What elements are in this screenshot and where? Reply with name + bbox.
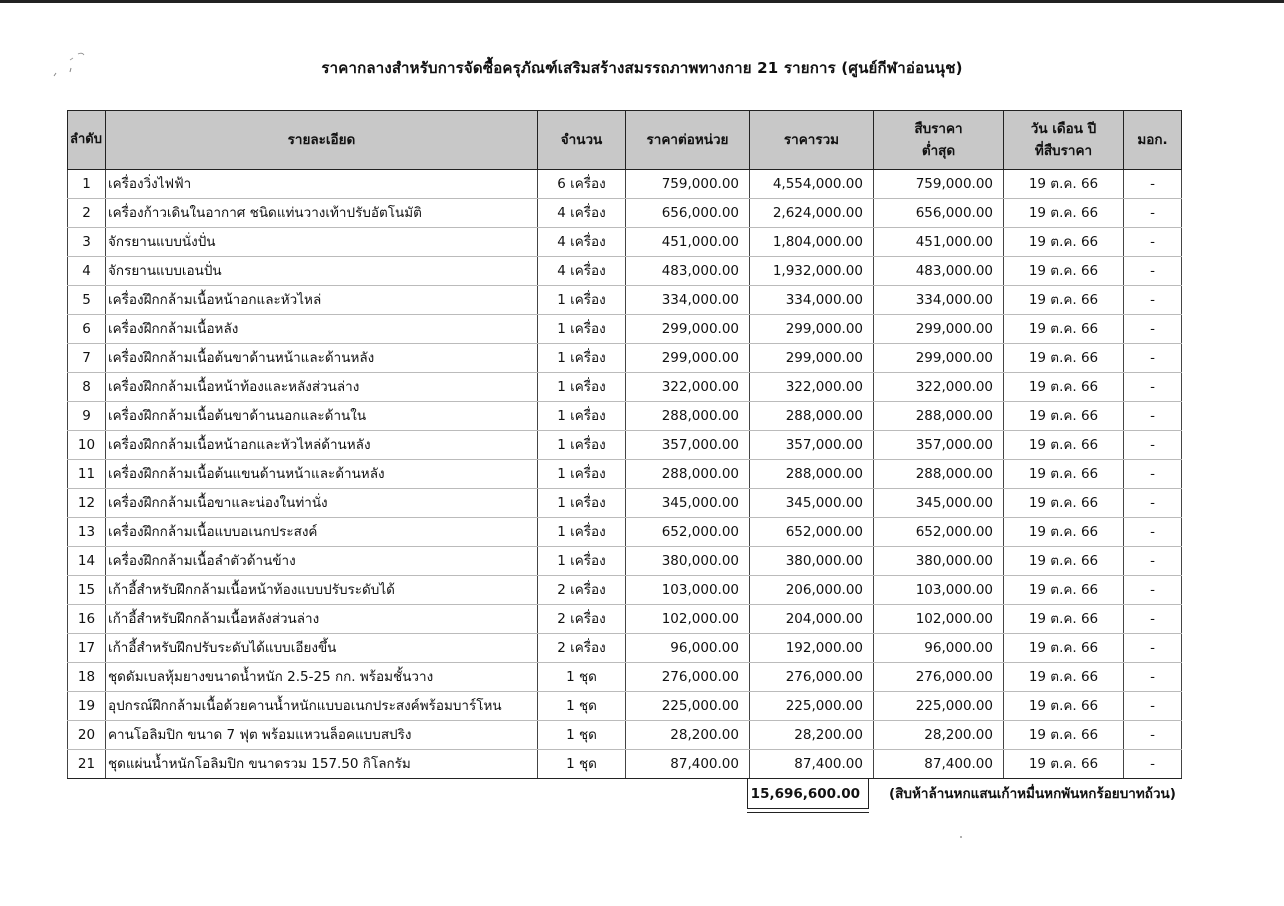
row-quantity: 1 ชุด [538, 721, 626, 750]
row-survey-date: 19 ต.ค. 66 [1004, 170, 1124, 199]
row-standard: - [1124, 518, 1182, 547]
row-number: 16 [68, 605, 106, 634]
row-unit-price: 334,000.00 [626, 286, 750, 315]
row-lowest-price: 96,000.00 [874, 634, 1004, 663]
row-lowest-price: 322,000.00 [874, 373, 1004, 402]
header-lowest-price [874, 111, 1004, 170]
row-unit-price: 380,000.00 [626, 547, 750, 576]
row-description: เครื่องฝึกกล้ามเนื้อลำตัวด้านข้าง [106, 547, 538, 576]
row-standard: - [1124, 228, 1182, 257]
row-standard: - [1124, 460, 1182, 489]
header-description: รายละเอียด [106, 111, 538, 170]
row-lowest-price: 87,400.00 [874, 750, 1004, 779]
row-description: เครื่องฝึกกล้ามเนื้อขาและน่องในท่านั่ง [106, 489, 538, 518]
grand-total-value: 15,696,600.00 [747, 779, 869, 809]
header-no: ลำดับ [68, 111, 106, 170]
header-standard: มอก. [1124, 111, 1182, 170]
row-unit-price: 299,000.00 [626, 344, 750, 373]
row-total-price: 357,000.00 [750, 431, 874, 460]
row-standard: - [1124, 344, 1182, 373]
scan-dot [960, 836, 962, 838]
row-number: 12 [68, 489, 106, 518]
row-number: 2 [68, 199, 106, 228]
row-description: ชุดดัมเบลหุ้มยางขนาดน้ำหนัก 2.5-25 กก. พร้อมชั้นวาง [106, 663, 538, 692]
row-survey-date: 19 ต.ค. 66 [1004, 518, 1124, 547]
row-total-price: 192,000.00 [750, 634, 874, 663]
row-total-price: 334,000.00 [750, 286, 874, 315]
row-quantity: 4 เครื่อง [538, 199, 626, 228]
row-lowest-price: 102,000.00 [874, 605, 1004, 634]
row-number: 17 [68, 634, 106, 663]
row-survey-date: 19 ต.ค. 66 [1004, 721, 1124, 750]
row-lowest-price: 299,000.00 [874, 344, 1004, 373]
header-lowest-line2: ต่ำสุด [921, 143, 956, 159]
row-description: เก้าอี้สำหรับฝึกปรับระดับได้แบบเอียงขึ้น [106, 634, 538, 663]
table-row [68, 692, 1182, 721]
grand-total-in-words: (สิบห้าล้านหกแสนเก้าหมื่นหกพันหกร้อยบาทถ้วน) [889, 786, 1176, 802]
row-quantity: 1 เครื่อง [538, 518, 626, 547]
row-unit-price: 28,200.00 [626, 721, 750, 750]
row-standard: - [1124, 750, 1182, 779]
row-quantity: 2 เครื่อง [538, 634, 626, 663]
table-row [68, 170, 1182, 199]
page-title: ราคากลางสำหรับการจัดซื้อครุภัณฑ์เสริมสร้างสมรรถภาพทางกาย 21 รายการ (ศูนย์กีฬาอ่อนนุช) [321, 59, 963, 77]
row-survey-date: 19 ต.ค. 66 [1004, 431, 1124, 460]
row-lowest-price: 357,000.00 [874, 431, 1004, 460]
row-number: 20 [68, 721, 106, 750]
row-description: เครื่องวิ่งไฟฟ้า [106, 170, 538, 199]
row-number: 15 [68, 576, 106, 605]
row-lowest-price: 759,000.00 [874, 170, 1004, 199]
row-survey-date: 19 ต.ค. 66 [1004, 663, 1124, 692]
row-survey-date: 19 ต.ค. 66 [1004, 547, 1124, 576]
row-standard: - [1124, 634, 1182, 663]
row-survey-date: 19 ต.ค. 66 [1004, 373, 1124, 402]
row-unit-price: 483,000.00 [626, 257, 750, 286]
row-lowest-price: 334,000.00 [874, 286, 1004, 315]
table-row [68, 257, 1182, 286]
table-row [68, 663, 1182, 692]
row-unit-price: 656,000.00 [626, 199, 750, 228]
table-row [68, 518, 1182, 547]
row-quantity: 1 เครื่อง [538, 286, 626, 315]
row-quantity: 1 เครื่อง [538, 344, 626, 373]
header-date-line1: วัน เดือน ปี [1030, 121, 1097, 137]
row-survey-date: 19 ต.ค. 66 [1004, 750, 1124, 779]
header-unit-price: ราคาต่อหน่วย [626, 111, 750, 170]
page-top-border [0, 0, 1284, 3]
row-unit-price: 652,000.00 [626, 518, 750, 547]
row-unit-price: 276,000.00 [626, 663, 750, 692]
table-row [68, 431, 1182, 460]
row-survey-date: 19 ต.ค. 66 [1004, 576, 1124, 605]
row-unit-price: 759,000.00 [626, 170, 750, 199]
header-survey-date [1004, 111, 1124, 170]
row-lowest-price: 451,000.00 [874, 228, 1004, 257]
price-table [67, 110, 1182, 779]
row-lowest-price: 345,000.00 [874, 489, 1004, 518]
row-description: เครื่องฝึกกล้ามเนื้อต้นขาด้านนอกและด้านใน [106, 402, 538, 431]
row-standard: - [1124, 663, 1182, 692]
row-survey-date: 19 ต.ค. 66 [1004, 315, 1124, 344]
row-total-price: 225,000.00 [750, 692, 874, 721]
row-unit-price: 225,000.00 [626, 692, 750, 721]
row-number: 11 [68, 460, 106, 489]
row-unit-price: 103,000.00 [626, 576, 750, 605]
header-total-price: ราคารวม [750, 111, 874, 170]
table-row [68, 286, 1182, 315]
row-quantity: 4 เครื่อง [538, 228, 626, 257]
row-survey-date: 19 ต.ค. 66 [1004, 692, 1124, 721]
row-unit-price: 96,000.00 [626, 634, 750, 663]
row-unit-price: 322,000.00 [626, 373, 750, 402]
row-lowest-price: 288,000.00 [874, 402, 1004, 431]
row-quantity: 1 เครื่อง [538, 547, 626, 576]
row-description: เครื่องฝึกกล้ามเนื้อต้นแขนด้านหน้าและด้านหลัง [106, 460, 538, 489]
row-quantity: 1 ชุด [538, 663, 626, 692]
row-survey-date: 19 ต.ค. 66 [1004, 228, 1124, 257]
row-total-price: 299,000.00 [750, 344, 874, 373]
table-row [68, 402, 1182, 431]
row-survey-date: 19 ต.ค. 66 [1004, 460, 1124, 489]
row-standard: - [1124, 286, 1182, 315]
header-date-line2: ที่สืบราคา [1034, 143, 1093, 159]
row-quantity: 1 เครื่อง [538, 431, 626, 460]
row-standard: - [1124, 721, 1182, 750]
row-unit-price: 357,000.00 [626, 431, 750, 460]
row-lowest-price: 656,000.00 [874, 199, 1004, 228]
table-row [68, 576, 1182, 605]
row-quantity: 1 เครื่อง [538, 460, 626, 489]
row-quantity: 1 เครื่อง [538, 315, 626, 344]
table-row [68, 344, 1182, 373]
row-number: 4 [68, 257, 106, 286]
row-unit-price: 288,000.00 [626, 402, 750, 431]
row-standard: - [1124, 605, 1182, 634]
row-description: จักรยานแบบเอนปั่น [106, 257, 538, 286]
row-standard: - [1124, 576, 1182, 605]
row-description: เครื่องก้าวเดินในอากาศ ชนิดแท่นวางเท้าปรับอัตโนมัติ [106, 199, 538, 228]
row-quantity: 4 เครื่อง [538, 257, 626, 286]
row-lowest-price: 225,000.00 [874, 692, 1004, 721]
table-row [68, 460, 1182, 489]
row-lowest-price: 380,000.00 [874, 547, 1004, 576]
row-total-price: 288,000.00 [750, 460, 874, 489]
row-description: เก้าอี้สำหรับฝึกกล้ามเนื้อหน้าท้องแบบปรับระดับได้ [106, 576, 538, 605]
row-quantity: 1 เครื่อง [538, 373, 626, 402]
row-description: คานโอลิมปิก ขนาด 7 ฟุต พร้อมแหวนล็อคแบบสปริง [106, 721, 538, 750]
table-row [68, 634, 1182, 663]
row-survey-date: 19 ต.ค. 66 [1004, 257, 1124, 286]
row-total-price: 4,554,000.00 [750, 170, 874, 199]
row-number: 8 [68, 373, 106, 402]
row-survey-date: 19 ต.ค. 66 [1004, 634, 1124, 663]
row-description: จักรยานแบบนั่งปั่น [106, 228, 538, 257]
row-total-price: 288,000.00 [750, 402, 874, 431]
row-description: เครื่องฝึกกล้ามเนื้อหน้าอกและหัวไหล่ด้านหลัง [106, 431, 538, 460]
row-unit-price: 288,000.00 [626, 460, 750, 489]
row-quantity: 1 เครื่อง [538, 489, 626, 518]
row-number: 21 [68, 750, 106, 779]
row-description: ชุดแผ่นน้ำหนักโอลิมปิก ขนาดรวม 157.50 กิโลกรัม [106, 750, 538, 779]
table-row [68, 489, 1182, 518]
row-total-price: 652,000.00 [750, 518, 874, 547]
row-number: 19 [68, 692, 106, 721]
row-quantity: 6 เครื่อง [538, 170, 626, 199]
table-body [68, 170, 1182, 779]
row-number: 13 [68, 518, 106, 547]
row-number: 6 [68, 315, 106, 344]
row-total-price: 87,400.00 [750, 750, 874, 779]
row-number: 10 [68, 431, 106, 460]
row-total-price: 1,804,000.00 [750, 228, 874, 257]
row-standard: - [1124, 373, 1182, 402]
table-row [68, 228, 1182, 257]
row-total-price: 2,624,000.00 [750, 199, 874, 228]
row-standard: - [1124, 257, 1182, 286]
row-quantity: 2 เครื่อง [538, 576, 626, 605]
row-unit-price: 102,000.00 [626, 605, 750, 634]
row-number: 18 [68, 663, 106, 692]
header-quantity: จำนวน [538, 111, 626, 170]
row-description: เครื่องฝึกกล้ามเนื้อแบบอเนกประสงค์ [106, 518, 538, 547]
table-row [68, 750, 1182, 779]
row-lowest-price: 483,000.00 [874, 257, 1004, 286]
row-number: 3 [68, 228, 106, 257]
row-total-price: 1,932,000.00 [750, 257, 874, 286]
row-lowest-price: 652,000.00 [874, 518, 1004, 547]
row-quantity: 1 ชุด [538, 692, 626, 721]
row-description: เครื่องฝึกกล้ามเนื้อหลัง [106, 315, 538, 344]
row-unit-price: 451,000.00 [626, 228, 750, 257]
row-survey-date: 19 ต.ค. 66 [1004, 605, 1124, 634]
row-number: 14 [68, 547, 106, 576]
row-total-price: 322,000.00 [750, 373, 874, 402]
row-standard: - [1124, 199, 1182, 228]
row-quantity: 1 ชุด [538, 750, 626, 779]
row-total-price: 276,000.00 [750, 663, 874, 692]
row-total-price: 204,000.00 [750, 605, 874, 634]
row-standard: - [1124, 315, 1182, 344]
row-total-price: 206,000.00 [750, 576, 874, 605]
row-lowest-price: 103,000.00 [874, 576, 1004, 605]
row-unit-price: 299,000.00 [626, 315, 750, 344]
table-row [68, 547, 1182, 576]
header-lowest-line1: สืบราคา [914, 121, 963, 137]
row-survey-date: 19 ต.ค. 66 [1004, 286, 1124, 315]
row-description: เครื่องฝึกกล้ามเนื้อหน้าอกและหัวไหล่ [106, 286, 538, 315]
row-standard: - [1124, 431, 1182, 460]
row-description: เก้าอี้สำหรับฝึกกล้ามเนื้อหลังส่วนล่าง [106, 605, 538, 634]
row-description: เครื่องฝึกกล้ามเนื้อต้นขาด้านหน้าและด้านหลัง [106, 344, 538, 373]
row-description: เครื่องฝึกกล้ามเนื้อหน้าท้องและหลังส่วนล่าง [106, 373, 538, 402]
row-total-price: 28,200.00 [750, 721, 874, 750]
row-unit-price: 345,000.00 [626, 489, 750, 518]
row-total-price: 299,000.00 [750, 315, 874, 344]
row-standard: - [1124, 692, 1182, 721]
row-survey-date: 19 ต.ค. 66 [1004, 199, 1124, 228]
table-row [68, 605, 1182, 634]
row-lowest-price: 276,000.00 [874, 663, 1004, 692]
row-survey-date: 19 ต.ค. 66 [1004, 344, 1124, 373]
row-lowest-price: 28,200.00 [874, 721, 1004, 750]
row-total-price: 380,000.00 [750, 547, 874, 576]
row-survey-date: 19 ต.ค. 66 [1004, 402, 1124, 431]
row-quantity: 1 เครื่อง [538, 402, 626, 431]
row-number: 9 [68, 402, 106, 431]
row-lowest-price: 299,000.00 [874, 315, 1004, 344]
row-total-price: 345,000.00 [750, 489, 874, 518]
row-quantity: 2 เครื่อง [538, 605, 626, 634]
row-unit-price: 87,400.00 [626, 750, 750, 779]
row-standard: - [1124, 489, 1182, 518]
table-row [68, 315, 1182, 344]
row-number: 7 [68, 344, 106, 373]
table-row [68, 721, 1182, 750]
row-description: อุปกรณ์ฝึกกล้ามเนื้อด้วยคานน้ำหนักแบบอเนกประสงค์พร้อมบาร์โหน [106, 692, 538, 721]
row-standard: - [1124, 547, 1182, 576]
row-survey-date: 19 ต.ค. 66 [1004, 489, 1124, 518]
table-header-row [68, 111, 1182, 170]
row-number: 1 [68, 170, 106, 199]
row-lowest-price: 288,000.00 [874, 460, 1004, 489]
table-row [68, 199, 1182, 228]
row-standard: - [1124, 402, 1182, 431]
row-number: 5 [68, 286, 106, 315]
table-row [68, 373, 1182, 402]
row-standard: - [1124, 170, 1182, 199]
